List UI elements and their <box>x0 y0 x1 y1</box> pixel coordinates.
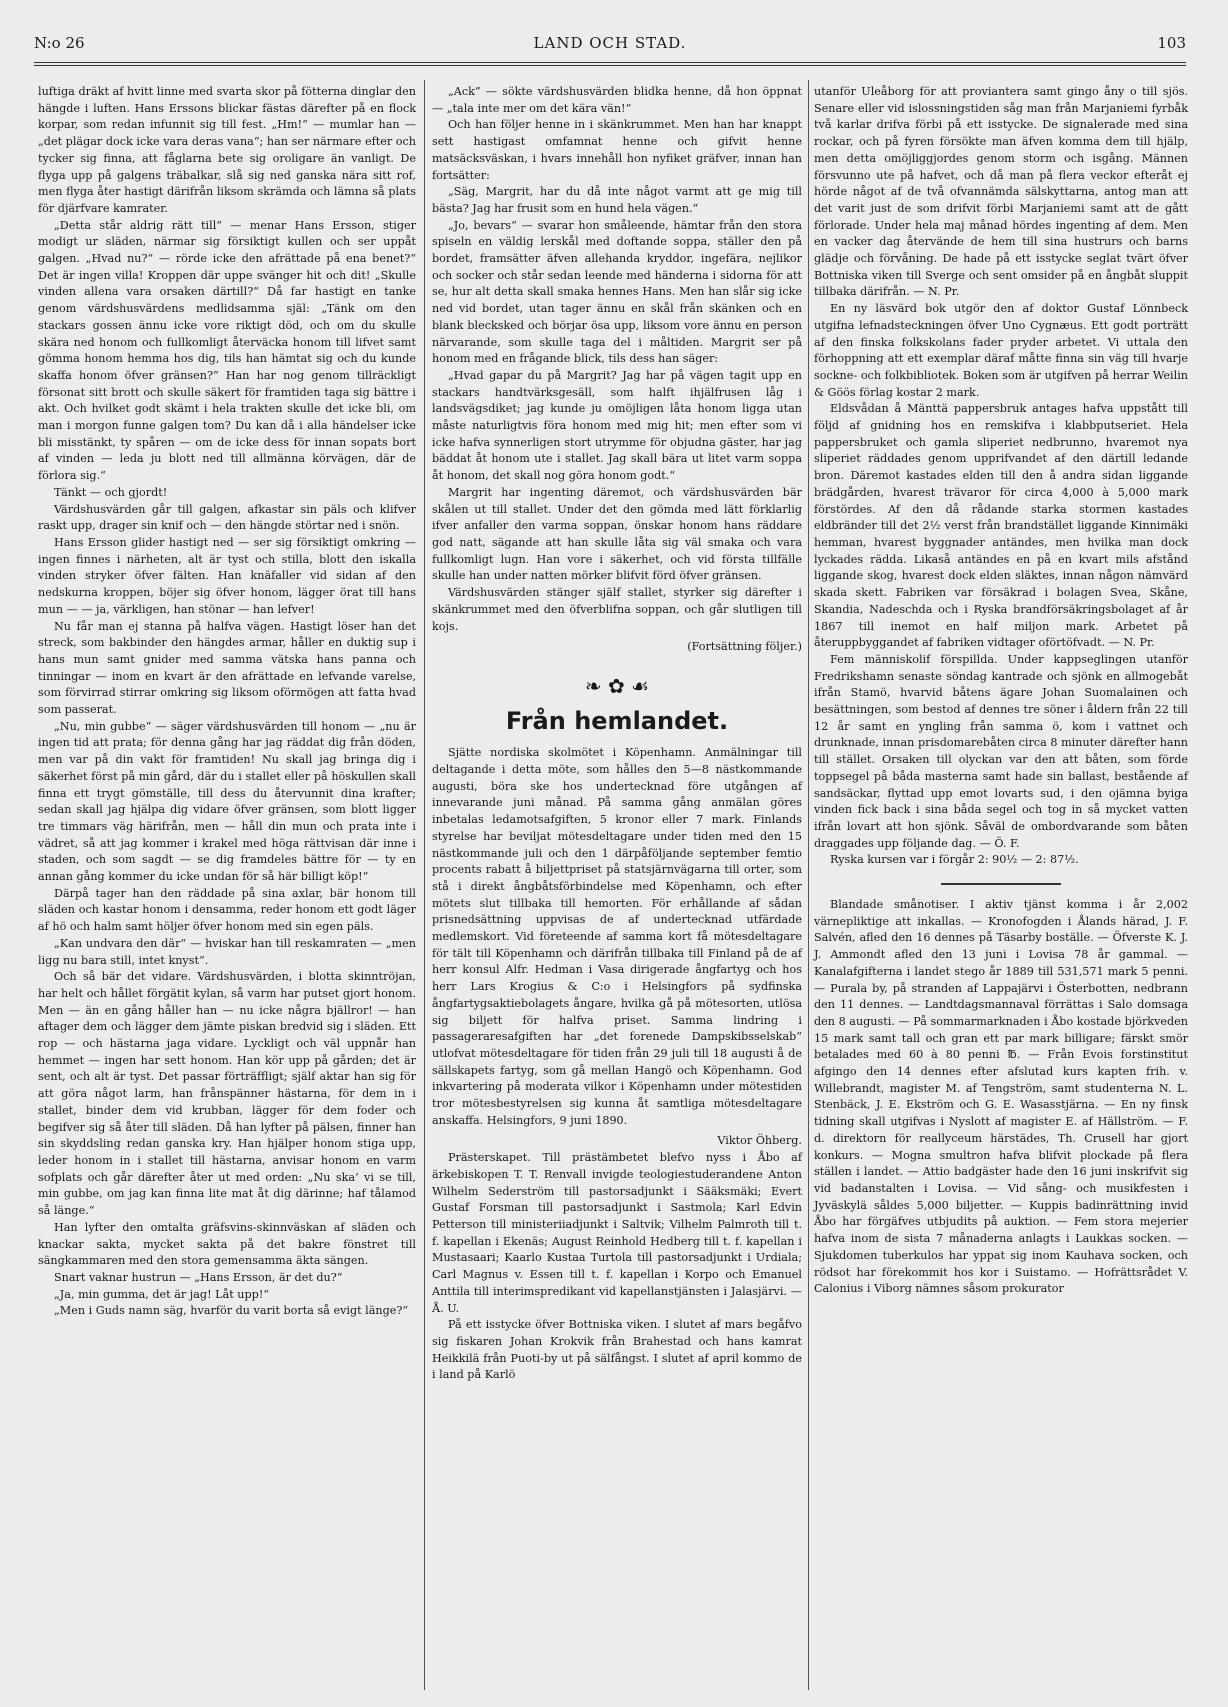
ornament-divider: ❧ ✿ ☙ <box>584 673 650 698</box>
continued-note: (Fortsättning följer.) <box>687 640 802 654</box>
signature: Viktor Öhberg. <box>717 1134 802 1148</box>
paragraph: Margrit har ingenting däremot, och värdshusvärden bär skålen ut till stallet. Under det den gömda med lätt förklarlig ifver anfaller den varma soppan, önskar honom hans räddare god natt, sägande att han skulle låta sig väl smaka och vara fullkomligt lugn. Han vore i säkerhet, och vid första tillfälle skulle han under natten mörker blifvit förd öfver gränsen. <box>432 485 802 583</box>
section-title: Från hemlandet. <box>505 706 729 735</box>
header-rule-top <box>34 62 1186 63</box>
paragraph: Snart vaknar hustrun — „Hans Ersson, är det du?“ <box>54 1270 343 1284</box>
paragraph: „Nu, min gubbe“ — säger värdshusvärden till honom — „nu är ingen tid att prata; för denna gång har jag räddat dig från döden, men var på din vakt för framtiden! Nu skall jag bringa dig i säkerhet först på min gård, där du i stallet eller på höskullen skall finna ett trygt gömställe, till dess du återvunnit dina krafter; sedan skall jag hjälpa dig vidare öfver gränsen, som blott ligger tre timmars väg härifrån, men — håll din mun och prata inte i vädret, så att jag kommer i krakel med höga rättvisan där inne i staden, och som sagdt — se dig framdeles bättre för — ty en annan gång kommer du icke undan för så här billigt köp!“ <box>38 719 416 884</box>
paragraph: „Men i Guds namn säg, hvarför du varit borta så evigt länge?“ <box>54 1304 409 1318</box>
paragraph: Ryska kursen var i förgår 2: 90½ — 2: 87½. <box>830 853 1079 867</box>
paragraph: Sjätte nordiska skolmötet i Köpenhamn. Anmälningar till deltagande i detta möte, som hålles den 5—8 nästkommande augusti, böra ske hos undertecknad före utgången af innevarande juni månad. På samma gång anmälan göres inbetalas ledamotsafgiften, 5 kronor eller 7 mark. Finlands styrelse har beviljat mötesdeltagare under tiden med den 15 nästkommande juli och den 1 därpåföljande september femtio procents rabatt å biljettpriset på statsjärnvägarna till orter, som stå i direkt ångbåtsförbindelse med Köpenhamn, och efter mötets slut tillbaka till hemorten. För erhållande af sådan prisnedsättning uppvisas de af undertecknad utfärdade medlemskort. Vid företeende af samma kort få mötesdeltagare för tält till Köpenhamn och därifrån tillbaka till Finland på de af herr konsul Alfr. Hedman i Vasa dirigerade ångfartyg och hos herr Lars Krogius & C:o i Helsingfors på sydfinska ångfartygsaktiebolagets ångare, hvilka gå på mötesorten, utlösa sig biljett för halfva priset. Samma lindring i passageraresafgiften har „det forenede Dampskibsselskab“ utlofvat mötesdeltagare för tiden från 29 juli till 18 augusti å de sällskapets fartyg, som gå mellan Hangö och Köpenhamn. God inkvartering på moderata vilkor i Köpenhamn under mötestiden tror mötesbestyrelsen sig kunna åt samtliga mötesdeltagare anskaffa. Helsingfors, 9 juni 1890. <box>432 746 802 1127</box>
paragraph: Och så bär det vidare. Värdshusvärden, i blotta skinntröjan, har helt och hållet förgätit kylan, så varm har putset gjort honom. Men — än en gång håller han — nu icke några bjällror! — han aftager dem och lägger dem jämte piskan bredvid sig i släden. Ett rop — och hästarna jaga vidare. Lyckligt och väl uppnår han hemmet — ingen har sett honom. Han kör upp på gården; det är sent, och alt är tyst. Det passar förträffligt; själf aktar han sig för att göra något larm, han frånspänner hästarna, för dem in i stallet, binder dem vid krubban, lägger för dem foder och begifver sig så åter till släden. Då han lyfter på pälsen, finner han sin skyddsling redan ganska kry. Han hjälper honom stiga upp, leder honom in i stallet till hästarna, anvisar honom en varm sofplats och går därefter åter ut med orden: „Nu ska’ vi se till, min gubbe, om jag kan finna lite mat åt dig därinne; haf tålamod så länge.“ <box>38 970 416 1218</box>
page-header <box>34 34 1186 58</box>
column-1 <box>38 84 416 1684</box>
header-rule-bottom <box>34 65 1186 66</box>
paragraph: Därpå tager han den räddade på sina axlar, bär honom till släden och kastar honom i densamma, reder honom ett godt läger af hö och halm samt höljer öfver honom med sin egen päls. <box>38 886 416 934</box>
paragraph: utanför Uleåborg för att proviantera samt gingo åny o till sjös. Senare eller vid islossningstiden såg man från Marjaniemi fyrbåk två karlar drifva förbi på ett isstycke. De signalerade med sina rockar, och på fyren försökte man äfven komma dem till hjälp, men detta omöjliggjordes genom storm och isgång. Männen försvunno ute på hafvet, och då man på flera veckor efteråt ej hörde något af de två ofvannämda sälskyttarna, antog man att det varit just de som drifvit förbi Marjaniemi samt att de gått förlorade. Under hela maj månad hördes ingenting af dem. Men en vacker dag återvände de hem till sina hustrurs och barns glädje och förvåning. De hade på ett isstycke seglat tvärt öfver Bottniska viken till Sverge och sent omsider på en ångbåt sluppit tillbaka därifrån. — N. Pr. <box>814 85 1188 299</box>
page-number: 103 <box>1157 34 1186 52</box>
paragraph: Tänkt — och gjordt! <box>54 485 168 499</box>
column-divider-1 <box>424 80 425 1690</box>
paragraph: En ny läsvärd bok utgör den af doktor Gustaf Lönnbeck utgifna lefnadsteckningen öfver Uno Cygnæus. Ett godt porträtt af den finska folkskolans fader pryder arbetet. Vi uttala den förhoppning att ett exemplar däraf måtte finna sin väg till hvarje sockne- och folkbibliotek. Boken som är utgifven på herrar Weilin & Göös förlag kostar 2 mark. <box>814 302 1188 399</box>
paragraph: Fem människolif förspillda. Under kappseglingen utanför Fredrikshamn senaste söndag kantrade och sjönk en allmogebåt ifrån Stamö, hvarvid båtens ägare Johan Suomalainen och besättningen, som bestod af dennes tre söner i åldern från 22 till 12 år samt en yngling från samma ö, kom i vattnet och drunknade, innan prisdomarebåten circa 8 minuter därefter hann till stället. Orsaken till olyckan var den att båten, som förde toppsegel på båda masterna samt hade sin ballast, bestående af sandsäckar, flyttad upp emot lovarts sud, i den ojämna byiga vinden fick back i sina båda segel och tog in så mycket vatten ifrån lovart att hon sjönk. Såväl de ombordvarande som båten draggades upp följande dag. — Ö. F. <box>814 652 1188 850</box>
paragraph: „Ack“ — sökte värdshusvärden blidka henne, då hon öppnat — „tala inte mer om det kära vän!“ <box>432 85 802 115</box>
paragraph: På ett isstycke öfver Bottniska viken. I slutet af mars begåfvo sig fiskaren Johan Krokvik från Brahestad och hans kamrat Heikkilä från Puoti-by ut på sälfångst. I slutet af april kommo de i land på Karlö <box>432 1318 802 1382</box>
column-3 <box>814 84 1188 1684</box>
paragraph: Han lyfter den omtalta gräfsvins-skinnväskan af släden och knackar sakta, mycket sakta på det bakre fönstret till sängkammaren med den stora gemensamma äkta sängen. <box>38 1220 416 1268</box>
paragraph: „Hvad gapar du på Margrit? Jag har på vägen tagit upp en stackars handtvärksgesäll, som halft ihjälfrusen låg i landsvägsdiket; jag kunde ju omöjligen låta honom ligga utan måste naturligtvis föra honom med mig hit; men efter som vi icke hafva synnerligen stort utrymme för objudna gäster, har jag bäddat åt honom ute i stallet. Jag skall bära ut litet varm soppa åt honom, det skall nog göra honom godt.“ <box>432 368 802 483</box>
paragraph: luftiga dräkt af hvitt linne med svarta skor på fötterna dinglar den hängde i luften. Hans Erssons blickar fästas därefter på en flock korpar, som redan infunnit sig till fest. „Hm!“ — mumlar han — „det plägar dock icke vara deras vana“; han ser närmare efter och tycker sig finna, att fåglarna bete sig oroligare än vanligt. De flyga upp på galgens träbalkar, slå sig ned ganska nära sitt rof, men flyga åter hastigt därifrån liksom skrämda och lämna så plats för djärfvare kamrater. <box>38 85 416 215</box>
column-divider-2 <box>808 80 809 1690</box>
column-2 <box>432 84 802 1684</box>
paragraph: „Säg, Margrit, har du då inte något varmt att ge mig till bästa? Jag har frusit som en hund hela vägen.“ <box>432 185 802 215</box>
section-rule <box>941 883 1061 885</box>
paragraph: „Ja, min gumma, det är jag! Låt upp!“ <box>54 1287 270 1301</box>
paragraph: Blandade smånotiser. I aktiv tjänst komma i år 2,002 värnepliktige att inkallas. — Kronofogden i Ålands härad, J. F. Salvén, afled den 16 dennes på Täsarby boställe. — Öfverste K. J. J. Ammondt afled den 13 juni i Lovisa 78 år gammal. — Kanalafgifterna i landet stego år 1889 till 531,571 mark 5 penni. — Purala by, på stranden af Lappajärvi i Österbotten, nedbrann den 11 dennes. — Landtdagsmannaval förrättas i Salo domsaga den 8 augusti. — På sommarmarknaden i Åbo kostade björkveden 15 mark samt tall och gran ett par mark billigare; färskt smör betalades med 60 à 80 penni ℔. — Från Evois forstinstitut afgingo den 14 dennes efter afslutad kurs kapten frih. v. Willebrandt, magister M. af Tengström, samt studenterna N. L. Stenbäck, J. E. Ekström och G. E. Wasasstjärna. — En ny finsk tidning skall utgifvas i Nyslott af magister E. af Hällström. — F. d. direktorn för reallyceum härstädes, Th. Crusell har gjort konkurs. — Mogna smultron hafva blifvit plockade på flera ställen i landet. — Attio badgäster hade den 16 juni inskrifvit sig vid badanstalten i Lovisa. — Vid sång- och musikfesten i Jyväskylä såldes 5,000 biljetter. — Kuppis badinrättning invid Åbo har förgäfves utbjudits på auktion. — Fem stora mejerier hafva inom de sista 7 månaderna anlagts i Laukkas socken. — Sjukdomen tuberkulos har yppat sig inom Kauhava socken, och rödsot har förekommit hos kor i Suistamo. — Hofrättsrådet V. Calonius i Viborg nämnes såsom prokurator <box>814 898 1188 1296</box>
paragraph: „Jo, bevars“ — svarar hon småleende, hämtar från den stora spiseln en väldig lerskål med doftande soppa, ställer den på bordet, framsätter äfven allehanda kryddor, ingefära, nejlikor och socker och står sedan leende med händerna i sidorna för att se, hur alt detta skall smaka hennes Hans. Men han slår sig icke ned vid bordet, utan tager ännu en skål från skänken och en blank blecksked och börjar ösa upp, liksom vore ännu en person närvarande, som skulle taga del i måltiden. Margrit ser på honom med en frågande blick, tils dess han säger: <box>432 218 802 366</box>
paragraph: „Kan undvara den där“ — hviskar han till reskamraten — „men ligg nu bara still, intet knyst“. <box>38 936 416 967</box>
masthead-title: LAND OCH STAD. <box>533 34 687 52</box>
paragraph: Prästerskapet. Till prästämbetet blefvo nyss i Åbo af ärkebiskopen T. T. Renvall invigde teologiestuderandene Anton Wilhelm Sederström till pastorsadjunkt i Sääksmäki; Evert Gustaf Forsman till pastorsadjunkt i Sastmola; Karl Edvin Petterson till ministeriiadjunkt i Saltvik; Vilhelm Palmroth till t. f. kapellan i Ekenäs; August Reinhold Hedberg till t. f. kapellan i Mustasaari; Kaarlo Kustaa Turtola till pastorsadjunkt i Urdiala; Carl Magnus v. Essen till t. f. kapellan i Korpo och Emanuel Anttila till interimspredikant vid kapellanstjänsten i Jalasjärvi. — Å. U. <box>432 1151 802 1315</box>
paragraph: Eldsvådan å Mänttä pappersbruk antages hafva uppstått till följd af gnidning hos en remskifva i klabbputseriet. Hela pappersbruket och gamla sliperiet nedbrunno, hvaremot nya sliperiet räddades genom upprifvandet af den därtill ledande bron. Däremot kastades elden till den å andra sidan liggande brädgården, hvarest trävaror för circa 4,000 à 5,000 mark förstördes. Af den då rådande starka stormen kastades eldbränder till det 2½ verst från brandstället liggande Kinnimäki hemman, hvarest byggnader antändes, men hvilka man dock lyckades rädda. Likaså antändes en på en kvart mils afstånd liggande skog, hvarest dock elden släktes, innan någon nämvärd skada skett. Fabriken var försäkrad i bolagen Svea, Skåne, Skandia, Nadeschda och i Ryska brandförsäkringsbolaget af år 1867 till inemot en half miljon mark. Arbetet på återuppbyggandet af fabriken vidtager oförtöfvadt. — N. Pr. <box>814 402 1188 650</box>
paragraph: Hans Ersson glider hastigt ned — ser sig försiktigt omkring — ingen finnes i närheten, alt är tyst och stilla, blott den iskalla vinden stryker öfver fälten. Han knäfaller vid sidan af den nedskurna kroppen, böjer sig öfver honom, lägger örat till hans mun — — ja, värkligen, han stönar — han lefver! <box>38 535 416 616</box>
paragraph: Värdshusvärden går till galgen, afkastar sin päls och klifver raskt upp, drager sin knif och — den hängde störtar ned i snön. <box>38 502 416 533</box>
paragraph: „Detta står aldrig rätt till“ — menar Hans Ersson, stiger modigt ur släden, närmar sig försiktigt kullen och ser uppåt galgen. „Hvad nu?“ — rörde icke den afrättade på ena benet?“ Det är ingen villa! Kroppen där uppe svänger hit och dit! „Skulle vinden allena vara orsaken därtill?“ Då far hastigt en tanke genom värdshusvärdens medlidsamma själ: „Tänk om den stackars gossen ännu icke vore riktigt död, och om du skulle skära ned honom och fullkomligt återväcka honom till lifvet samt gömma honom hemma hos dig, tils han hämtat sig och du kunde skaffa honom öfver gränsen?“ Han har nog genom tillräckligt försonat sitt brott och skulle säkert för framtiden taga sig bättre i akt. Och hvilket godt skämt i hela trakten skulle det icke bli, om man i morgon funne galgen tom? Du kan då i alla händelser icke bli misstänkt, ty spåren — om de icke dess för innan sopats bort af vinden — leda ju blott ned till allmänna körvägen, där de förlora sig.“ <box>38 218 416 483</box>
paragraph: Nu får man ej stanna på halfva vägen. Hastigt löser han det streck, som bakbinder den hängdes armar, håller en duktig sup i hans mun samt gnider med samma vätska hans panna och tinningar — inom en kvart är den afrättade en lefvande varelse, som förvirrad stirrar omkring sig liksom oförmögen att fatta hvad som passerat. <box>38 619 416 717</box>
issue-number: N:o 26 <box>34 34 85 52</box>
paragraph: Och han följer henne in i skänkrummet. Men han har knappt sett hastigast omfamnat henne och gifvit henne matsäcksväskan, i hvars innehåll hon nyfiket gräfver, innan han fortsätter: <box>432 118 802 182</box>
paragraph: Värdshusvärden stänger själf stallet, styrker sig därefter i skänkrummet med den öfverblifna soppan, och går slutligen till kojs. <box>432 586 802 633</box>
